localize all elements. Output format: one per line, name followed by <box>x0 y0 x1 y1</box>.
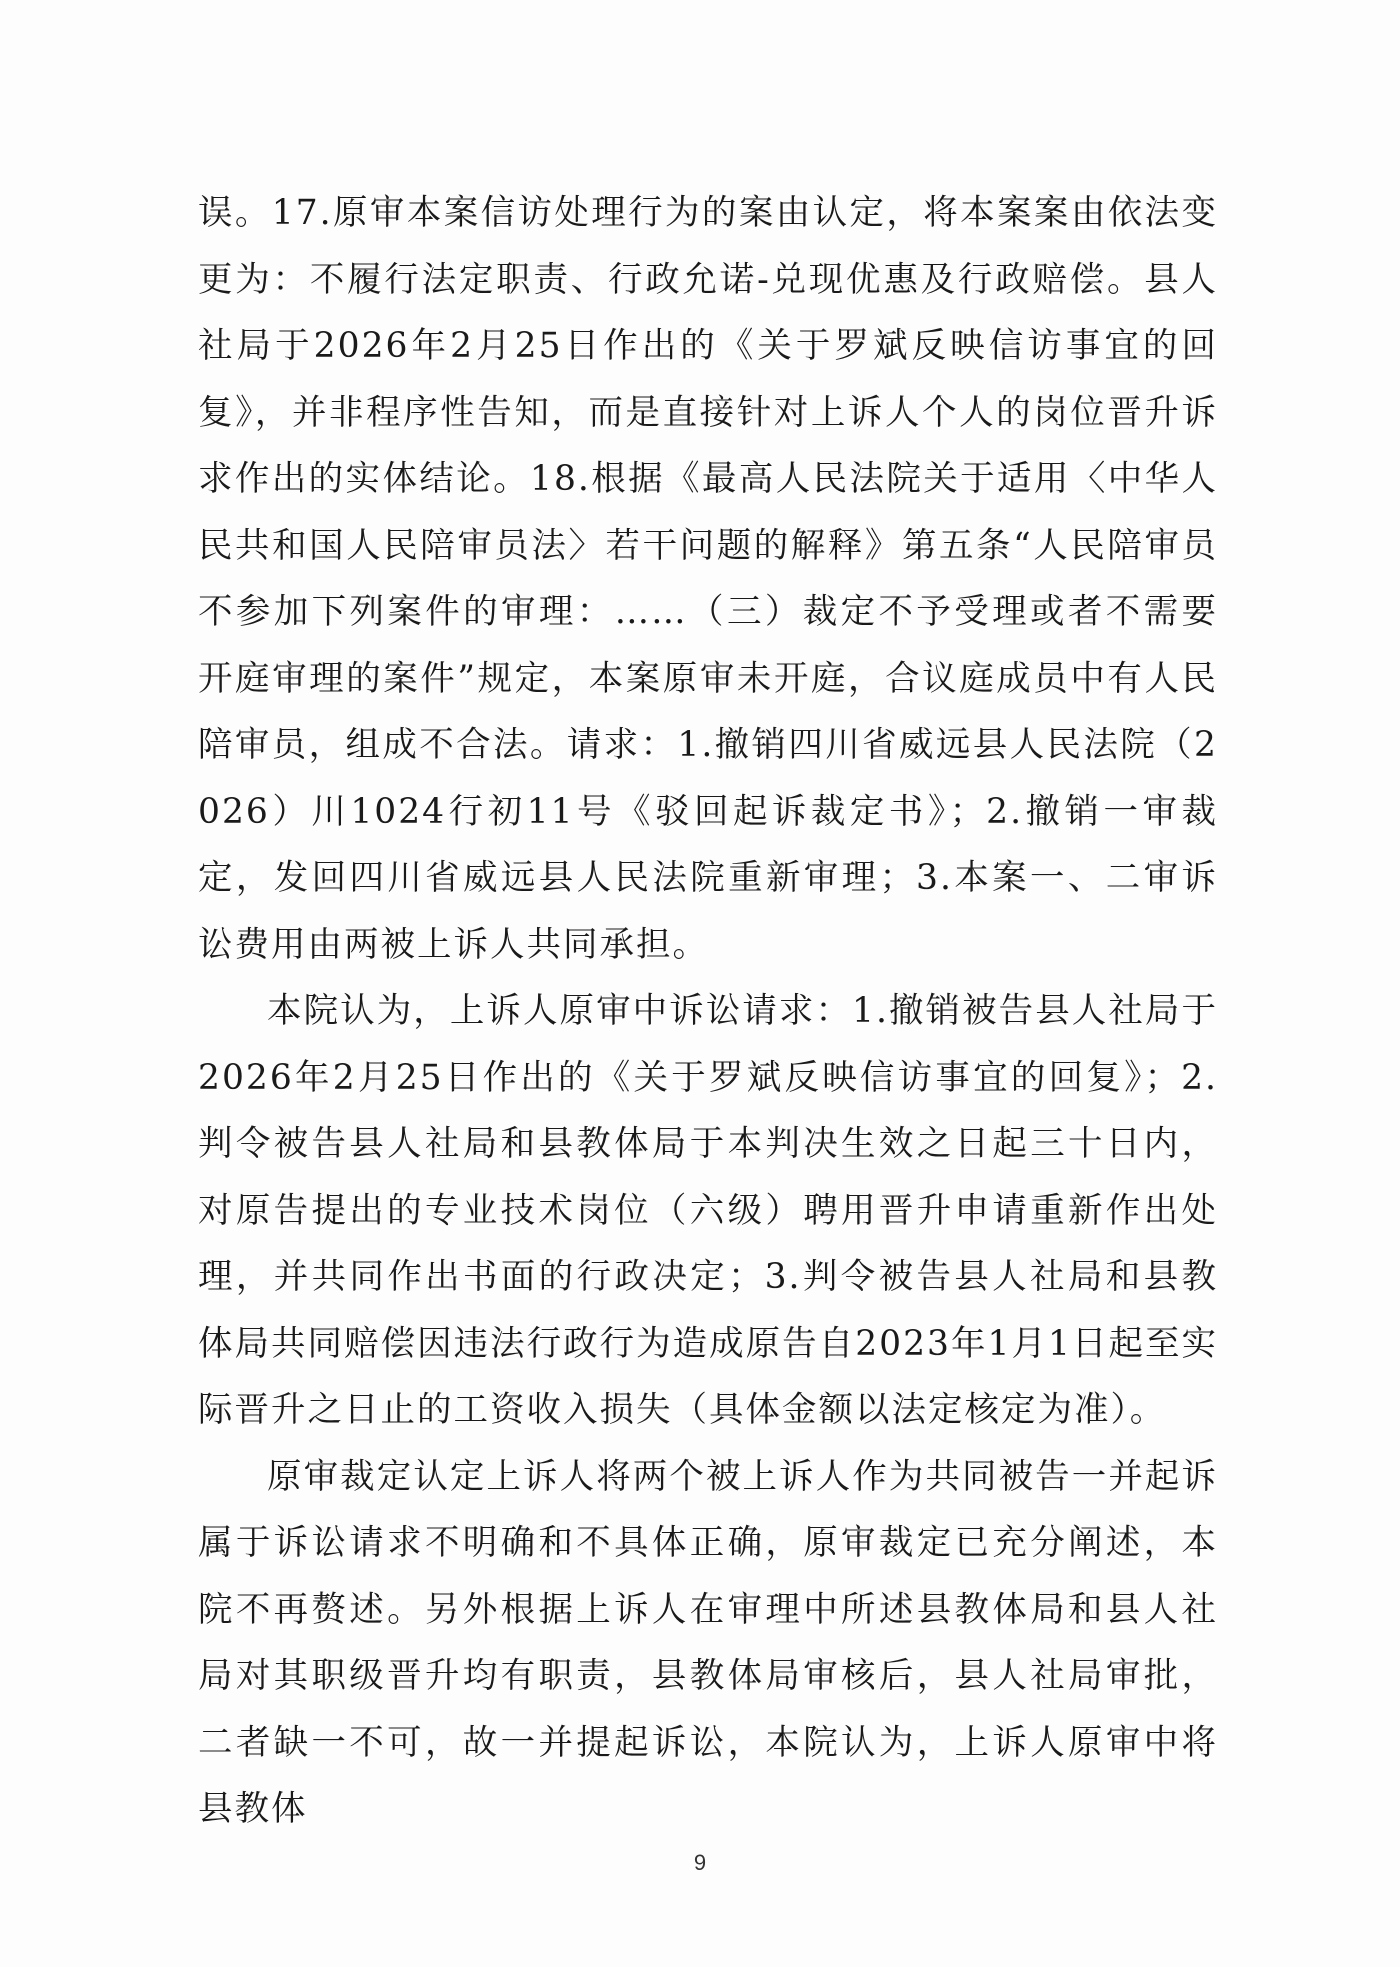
page-number: 9 <box>693 1850 707 1875</box>
paragraph-continued: 误。17.原审本案信访处理行为的案由认定，将本案案由依法变更为：不履行法定职责、行政允诺-兑现优惠及行政赔偿。县人社局于2026年2月25日作出的《关于罗斌反映信访事宜的回复》，并非程序性告知，而是直接针对上诉人个人的岗位晋升诉求作出的实体结论。18.根据《最高人民法院关于适用〈中华人民共和国人民陪审员法〉若干问题的解释》第五条“人民陪审员不参加下列案件的审理：……（三）裁定不予受理或者不需要开庭审理的案件”规定，本案原审未开庭，合议庭成员中有人民陪审员，组成不合法。请求：1.撤销四川省威远县人民法院（2026）川1024行初11号《驳回起诉裁定书》；2.撤销一审裁定，发回四川省威远县人民法院重新审理；3.本案一、二审诉讼费用由两被上诉人共同承担。 <box>198 193 1218 965</box>
paragraph-original-ruling: 原审裁定认定上诉人将两个被上诉人作为共同被告一并起诉属于诉讼请求不明确和不具体正确，原审裁定已充分阐述，本院不再赘述。另外根据上诉人在审理中所述县教体局和县人社局对其职级晋升均有职责，县教体局审核后，县人社局审批，二者缺一不可，故一并提起诉讼，本院认为，上诉人原审中将县教体 <box>198 1456 1218 1829</box>
document-body <box>198 180 1218 1843</box>
paragraph-court-opinion: 本院认为，上诉人原审中诉讼请求：1.撤销被告县人社局于2026年2月25日作出的《关于罗斌反映信访事宜的回复》；2.判令被告县人社局和县教体局于本判决生效之日起三十日内，对原告提出的专业技术岗位（六级）聘用晋升申请重新作出处理，并共同作出书面的行政决定；3.判令被告县人社局和县教体局共同赔偿因违法行政行为造成原告自2023年1月1日起至实际晋升之日止的工资收入损失（具体金额以法定核定为准）。 <box>198 991 1218 1430</box>
